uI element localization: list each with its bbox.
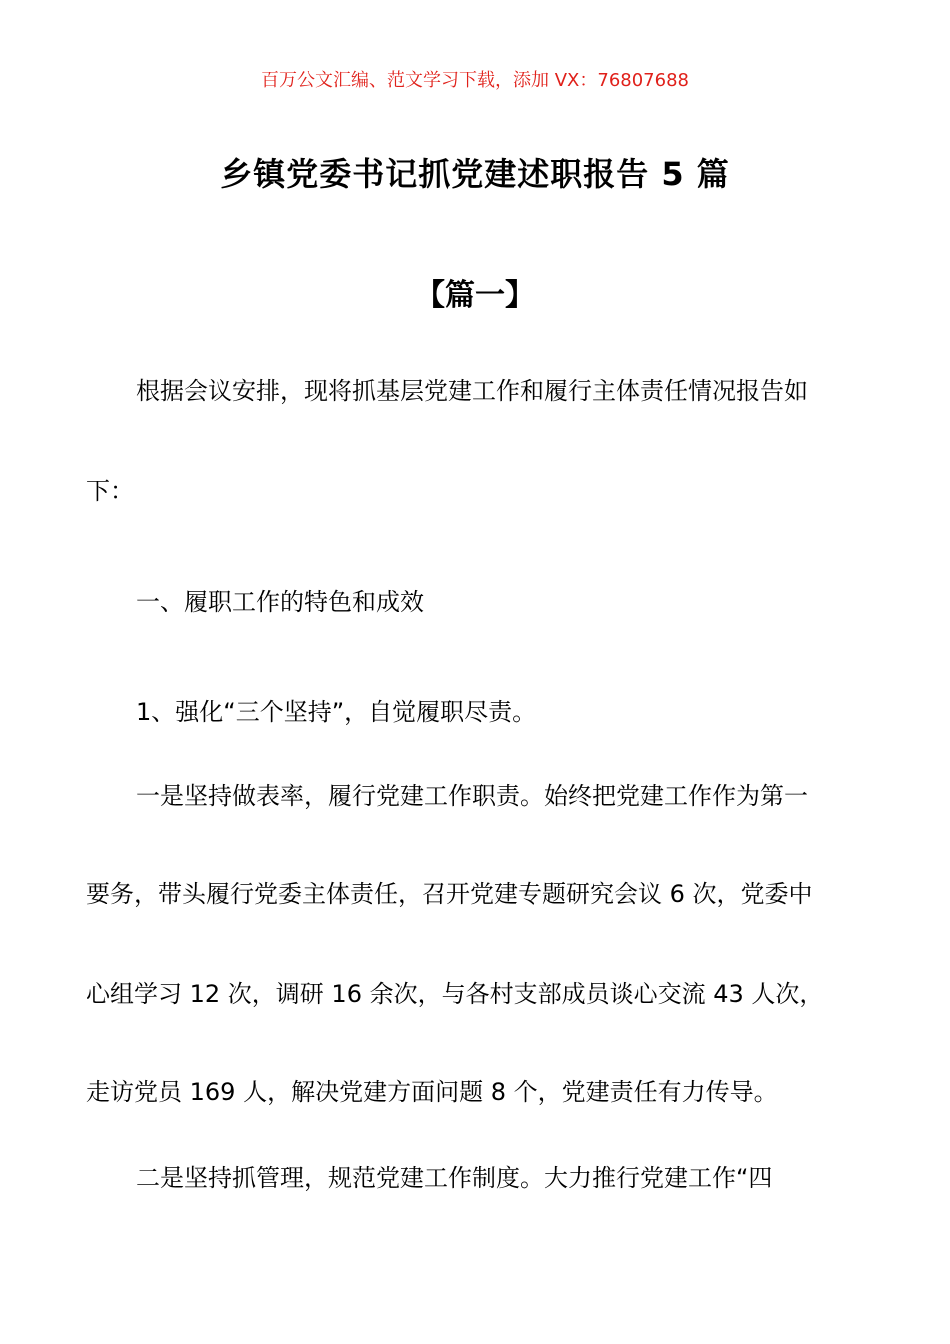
- document-title: 乡镇党委书记抓党建述职报告 5 篇: [220, 155, 730, 193]
- body-line-4: 要务，带头履行党委主体责任，召开党建专题研究会议 6 次，党委中: [86, 880, 813, 908]
- body-line-7: 二是坚持抓管理，规范党建工作制度。大力推行党建工作“四: [136, 1164, 773, 1192]
- header-note: 百万公文汇编、范文学习下载，添加 VX：76807688: [261, 70, 689, 91]
- body-line-2: 下：: [86, 477, 134, 505]
- body-line-1: 根据会议安排，现将抓基层党建工作和履行主体责任情况报告如: [136, 377, 808, 405]
- body-line-6: 走访党员 169 人，解决党建方面问题 8 个，党建责任有力传导。: [86, 1078, 778, 1106]
- section-title: 【篇一】: [415, 278, 535, 313]
- body-line-3: 一是坚持做表率，履行党建工作职责。始终把党建工作作为第一: [136, 782, 808, 810]
- subheading-1: 1、强化“三个坚持”，自觉履职尽责。: [136, 698, 537, 726]
- body-line-5: 心组学习 12 次，调研 16 余次，与各村支部成员谈心交流 43 人次，: [86, 980, 824, 1008]
- heading-1: 一、履职工作的特色和成效: [136, 588, 424, 616]
